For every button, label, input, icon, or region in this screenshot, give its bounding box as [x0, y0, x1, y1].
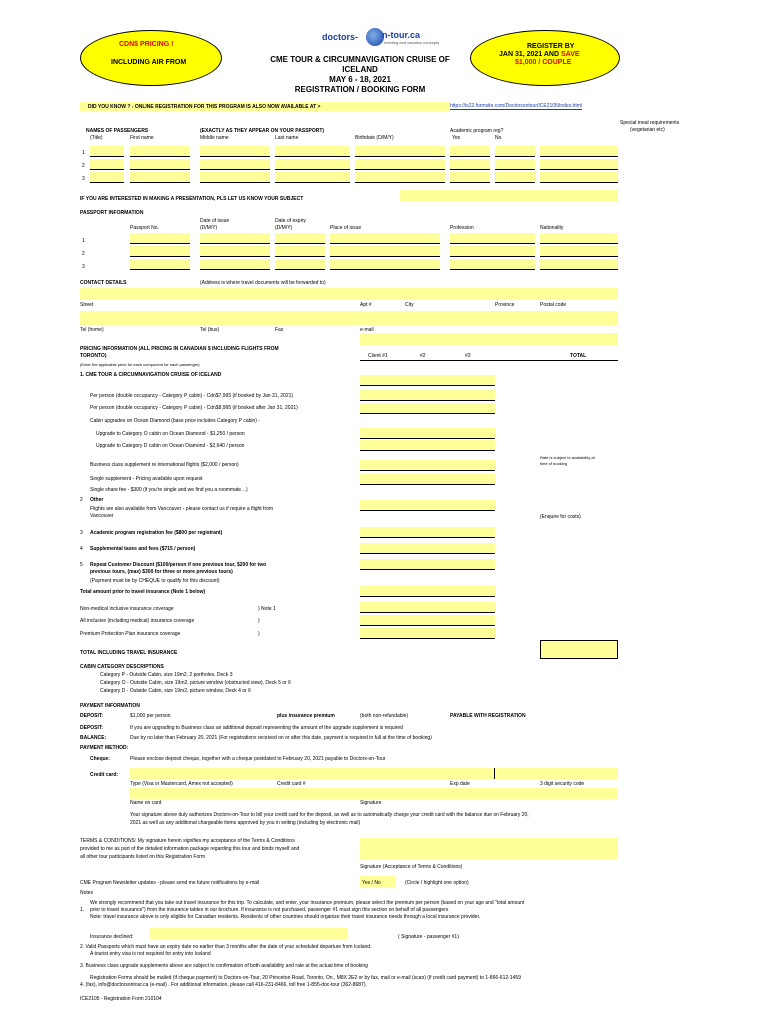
note-1a: We strongly recommend that you take out travel insurance for this trip. To calculate, and enter, your insurance premium, please select the premium per person (based on your age and "total amount — [90, 900, 525, 906]
client2-col: #2 — [420, 353, 426, 359]
card-type-label: Type (Visa or Mastercard, Amex not accepted) — [130, 781, 233, 787]
plus-insurance: plus insurance premium — [277, 713, 335, 719]
passenger-2-field-6[interactable] — [495, 159, 535, 170]
price-row-6-field-1[interactable] — [405, 474, 450, 485]
email-label: e-mail — [360, 327, 374, 333]
no-col: No — [495, 135, 502, 141]
price-row-0-field-1[interactable] — [405, 375, 450, 386]
exactly-note: (EXACTLY AS THEY APPEAR ON YOUR PASSPORT) — [200, 128, 325, 134]
authorization-1: Your signature above duly authorizes Doctors-on-Tour to bill your credit card for the deposit, as well as to automatically charge your credit card with the balance due on February 20, — [130, 812, 529, 818]
note-4a: Registration Forms should be mailed (if cheque payment) to Doctors-on-Tour, 20 Princeton Road, Toronto, On., M8X 2E2 or by fax, mail or e-mail (scan) (if credit card payment) to 1-866-612-1459 — [90, 975, 521, 981]
price-row-0-field-2[interactable] — [450, 375, 495, 386]
ins-bracket-2: ) — [258, 618, 260, 624]
passport-1-field-3[interactable] — [330, 233, 440, 244]
price-2: Per person (double occupancy - Category P cabin) - Cdn$8,995 (if booked after Jan 31, 2021) — [90, 405, 298, 411]
passenger-3-field-4[interactable] — [355, 172, 445, 183]
online-url-link[interactable]: https://is22.formsite.com/Doctorsontour/ICE2105/index.html — [450, 103, 583, 109]
ins-1: Non-medical inclusive insurance coverage — [80, 606, 174, 612]
price-row-4-field-0[interactable] — [360, 440, 405, 451]
logo — [322, 28, 440, 48]
grand-total-field[interactable] — [540, 640, 618, 659]
price-row-12-field-2[interactable] — [450, 602, 495, 613]
passport-2-field-5[interactable] — [540, 246, 618, 257]
credit-card-label: Credit card: — [90, 772, 119, 778]
passenger-3-field-6[interactable] — [495, 172, 535, 183]
payable-with-registration: PAYABLE WITH REGISTRATION — [450, 713, 526, 719]
enquire-note: (Enquire for costs) — [540, 514, 581, 520]
ins-3: Premium Protection Plan insurance coverage — [80, 631, 181, 637]
cabin-o: Category O - Outside Cabin, size 19m2, picture window (obstructed view), Deck 5 or 6 — [100, 680, 291, 686]
section-2-num: 2 — [80, 497, 83, 503]
terms-signature-field[interactable] — [360, 838, 618, 860]
passenger-1-field-4[interactable] — [355, 146, 445, 157]
price-8: Single share fee - $300 (if you're single and we find you a roommate…) — [90, 487, 248, 493]
passenger-signature-label: ( Signature - passenger #1) — [398, 934, 459, 940]
section-3: Academic program registration fee ($800 per registrant) — [90, 530, 223, 536]
price-10: Vancouver — [90, 513, 114, 519]
price-row-3-field-2[interactable] — [450, 428, 495, 439]
pax-row-1: 1 — [82, 150, 85, 156]
section-3-num: 3 — [80, 530, 83, 536]
price-row-10-field-1[interactable] — [405, 559, 450, 570]
profession-col: Profession — [450, 225, 474, 231]
title-col: (Title) — [90, 135, 103, 141]
email-field[interactable] — [360, 333, 618, 345]
price-row-1-field-2[interactable] — [450, 390, 495, 401]
terms-1: TERMS & CONDITIONS: My signature herein signifies my acceptance of the Terms & Conditions — [80, 838, 295, 844]
passenger-3-field-0[interactable] — [90, 172, 124, 183]
street-field[interactable] — [80, 288, 618, 300]
price-6: Business class supplement re international flights ($2,000 / person) — [90, 462, 239, 468]
deposit-value: $1,000 per person — [130, 713, 171, 719]
price-row-5-field-0[interactable] — [360, 460, 405, 471]
price-row-11-field-2[interactable] — [450, 586, 495, 597]
client1-col: Client #1 — [368, 353, 388, 359]
postal-label: Postal code — [540, 302, 567, 308]
cheque-value: Please enclose deposit cheque, together with a cheque postdated to February 20, 2021 payable to Doctors-on-Tour — [130, 756, 386, 762]
price-row-10-field-0[interactable] — [360, 559, 405, 570]
home-label: Tel (home) — [80, 327, 104, 333]
pp-row-2: 2 — [82, 251, 85, 257]
passengers-label: NAMES OF PASSENGERS — [86, 128, 149, 134]
notes-heading: Notes — [80, 890, 94, 896]
phone-field[interactable] — [80, 311, 618, 325]
note-3: 3. Business class upgrade supplements above are subject to confirmation of both availability and rate at the actual time of booking — [80, 963, 368, 969]
oval-pricing-text: CDN$ PRICING ! — [119, 41, 174, 48]
rates-2: time of booking — [540, 461, 568, 466]
cabin-heading: CABIN CATEGORY DESCRIPTIONS — [80, 664, 164, 670]
logo-tagline: meeting and vacation concepts — [384, 40, 440, 45]
passport-3-field-1[interactable] — [200, 259, 270, 270]
price-5: Upgrade to Category D cabin on Ocean Diamond - $2,640 / person — [96, 443, 245, 449]
price-row-8-field-0[interactable] — [360, 527, 405, 538]
price-row-14-field-0[interactable] — [360, 628, 405, 639]
ins-bracket-3: ) — [258, 631, 260, 637]
price-row-9-field-2[interactable] — [450, 543, 495, 554]
presentation-field[interactable] — [400, 190, 618, 202]
ins-2: All inclusive (including medical) insurance coverage — [80, 618, 195, 624]
pricing-heading-2: TORONTO) — [80, 353, 107, 359]
price-row-11-field-1[interactable] — [405, 586, 450, 597]
passenger-3-field-3[interactable] — [275, 172, 350, 183]
passport-label: PASSPORT INFORMATION — [80, 210, 144, 216]
issue-col-2: (D/M/Y) — [200, 225, 218, 231]
section-5b: previous tours, (max) $300 for three or more previous tours) — [90, 569, 233, 575]
security-code-label: 3 digit security code — [540, 781, 585, 787]
apt-label: Apt # — [360, 302, 372, 308]
middle-col: Middle name — [200, 135, 229, 141]
academic-col: Academic program reg? — [450, 128, 504, 134]
note-2b: A tourist entry visa is not required for entry into Iceland — [90, 951, 211, 957]
price-row-13-field-2[interactable] — [450, 615, 495, 626]
last-col: Last name — [275, 135, 299, 141]
terms-3: all other tour participants listed on this Registration Form — [80, 854, 206, 860]
ins-bracket-1: ) Note 1 — [258, 606, 276, 612]
note-1c: Note: travel insurance above is only eligible for Canadian residents. Residents of other countries should organize their travel insurance needs through a local insurance provider. — [90, 914, 481, 920]
payment-heading: PAYMENT INFORMATION — [80, 703, 140, 709]
terms-2: provided to me as part of the detailed information package regarding this tour and binds myself and — [80, 846, 300, 852]
price-row-7-field-1[interactable] — [405, 500, 450, 511]
passenger-2-field-5[interactable] — [450, 159, 490, 170]
passport-1-field-1[interactable] — [200, 233, 270, 244]
note-2: 2. Valid Passports which must have an expiry date no earlier than 3 months after the date of your scheduled departure from Iceland. — [80, 944, 372, 950]
passenger-2-field-7[interactable] — [540, 159, 618, 170]
deposit2-value: If you are upgrading to Business class an additional deposit representing the amount of the upgrade supplement is required — [130, 725, 403, 731]
street-label: Street — [80, 302, 94, 308]
price-row-7-field-2[interactable] — [450, 500, 495, 511]
non-refundable: (both non-refundable) — [360, 713, 409, 719]
city-label: City — [405, 302, 414, 308]
client3-col: #3 — [465, 353, 471, 359]
price-row-9-field-1[interactable] — [405, 543, 450, 554]
passenger-2-field-2[interactable] — [200, 159, 270, 170]
section-5c: (Payment must be by CHEQUE to qualify for this discount) — [90, 578, 220, 584]
passenger-1-field-0[interactable] — [90, 146, 124, 157]
oval-register-line1: REGISTER BY — [527, 43, 575, 50]
deposit-label: DEPOSIT: — [80, 713, 104, 719]
pricing-note: (Enter the applicable price for each component for each passenger) — [80, 362, 200, 367]
price-row-5-field-2[interactable] — [450, 460, 495, 471]
presentation-text: IF YOU ARE INTERESTED IN MAKING A PRESENTATION, PLS LET US KNOW YOUR SUBJECT — [80, 196, 304, 202]
balance-value: Due by no later than February 20, 2021 (For registrations received on or after this date, payment is required in full at the time of booking) — [130, 735, 432, 741]
price-3: Cabin upgrades on Ocean Diamond (base price includes Category P cabin) - — [90, 418, 261, 424]
pp-row-1: 1 — [82, 238, 85, 244]
section-4: Supplemental taxes and fees ($715 / person) — [90, 546, 196, 552]
passport-1-field-2[interactable] — [275, 233, 325, 244]
special-meal-1: Special meal requirements — [620, 120, 680, 126]
passport-2-field-2[interactable] — [275, 246, 325, 257]
price-row-2-field-0[interactable] — [360, 403, 405, 414]
total-insurance: TOTAL INCLUDING TRAVEL INSURANCE — [80, 650, 178, 656]
passenger-3-field-5[interactable] — [450, 172, 490, 183]
section-4-num: 4 — [80, 546, 83, 552]
passenger-1-field-3[interactable] — [275, 146, 350, 157]
price-row-12-field-1[interactable] — [405, 602, 450, 613]
price-row-1-field-1[interactable] — [405, 390, 450, 401]
page-title: CME TOUR & CIRCUMNAVIGATION CRUISE OF ICELAND MAY 6 - 18, 2021 REGISTRATION / BOOKING FORM — [270, 55, 450, 94]
name-on-card-field[interactable] — [130, 788, 618, 799]
price-row-1-field-0[interactable] — [360, 390, 405, 401]
special-meal-2: (vegetarian etc) — [630, 127, 665, 133]
footer-code: ICE2105 - Registration Form 210104 — [80, 996, 162, 1002]
price-row-7-field-0[interactable] — [360, 500, 405, 511]
birth-col: Birthdate (D/M/Y) — [355, 135, 394, 141]
price-1: Per person (double occupancy - Category P cabin) - Cdn$7,995 (if booked by Jan 31, 2021) — [90, 393, 294, 399]
price-row-9-field-0[interactable] — [360, 543, 405, 554]
note-1-number: 1. — [80, 907, 85, 913]
passport-2-field-4[interactable] — [450, 246, 535, 257]
passport-2-field-1[interactable] — [200, 246, 270, 257]
passport-3-field-2[interactable] — [275, 259, 325, 270]
price-row-8-field-1[interactable] — [405, 527, 450, 538]
card-number-label: Credit card # — [277, 781, 306, 787]
passenger-3-field-1[interactable] — [130, 172, 190, 183]
price-row-13-field-1[interactable] — [405, 615, 450, 626]
section-5a: Repeat Customer Discount ($100/person if one previous tour, $200 for two — [90, 562, 267, 568]
price-row-0-field-0[interactable] — [360, 375, 405, 386]
price-row-8-field-2[interactable] — [450, 527, 495, 538]
cheque-label: Cheque: — [90, 756, 110, 762]
newsletter-yes-no[interactable]: Yes / No — [362, 880, 381, 886]
nationality-col: Nationality — [540, 225, 564, 231]
passport-3-field-4[interactable] — [450, 259, 535, 270]
oval-register-line2: JAN 31, 2021 AND SAVE — [499, 51, 580, 58]
price-row-14-field-2[interactable] — [450, 628, 495, 639]
signature-label: Signature — [360, 800, 382, 806]
passenger-1-field-6[interactable] — [495, 146, 535, 157]
price-row-2-field-1[interactable] — [405, 403, 450, 414]
price-row-3-field-0[interactable] — [360, 428, 405, 439]
declined-signature-field[interactable] — [150, 928, 348, 940]
price-row-6-field-0[interactable] — [360, 474, 405, 485]
passport-3-field-3[interactable] — [330, 259, 440, 270]
price-row-11-field-0[interactable] — [360, 586, 405, 597]
newsletter-circle-note: (Circle / highlight one option) — [405, 880, 469, 886]
passport-1-field-0[interactable] — [130, 233, 190, 244]
total-col: TOTAL — [570, 353, 587, 359]
pp-row-3: 3 — [82, 264, 85, 270]
did-you-know-text: DID YOU KNOW ? - ONLINE REGISTRATION FOR THIS PROGRAM IS ALSO NOW AVAILABLE AT > — [88, 104, 321, 110]
pax-row-3: 3 — [82, 176, 85, 182]
rates-1: Rate is subject to availability at — [540, 455, 595, 460]
passport-3-field-0[interactable] — [130, 259, 190, 270]
province-label: Province — [495, 302, 515, 308]
passenger-1-field-2[interactable] — [200, 146, 270, 157]
cabin-p: Category P - Outside Cabin, size 19m2, 2 portholes, Deck 3 — [100, 672, 233, 678]
price-row-12-field-0[interactable] — [360, 602, 405, 613]
place-col: Place of issue — [330, 225, 362, 231]
balance-label: BALANCE: — [80, 735, 107, 741]
price-row-4-field-2[interactable] — [450, 440, 495, 451]
expiry-col-2: (D/M/Y) — [275, 225, 293, 231]
contact-label: CONTACT DETAILS — [80, 280, 127, 286]
price-row-2-field-2[interactable] — [450, 403, 495, 414]
passenger-2-field-3[interactable] — [275, 159, 350, 170]
contact-note: (Address is where travel documents will be forwarded to) — [200, 280, 326, 286]
passport-3-field-5[interactable] — [540, 259, 618, 270]
credit-card-field[interactable] — [130, 768, 618, 779]
price-7: Single supplement - Pricing available upon request — [90, 476, 203, 482]
method-label: PAYMENT METHOD: — [80, 745, 129, 751]
first-col: First name — [130, 135, 154, 141]
note-1b: prior to travel insurance") from the insurance tables in our brochure. If insurance is not purchased, passenger #1 must sign this section on behalf of all passengers — [90, 907, 449, 913]
issue-col-1: Date of issue — [200, 218, 230, 224]
insurance-declined: Insurance declined: — [90, 934, 134, 940]
price-row-5-field-1[interactable] — [405, 460, 450, 471]
price-row-3-field-1[interactable] — [405, 428, 450, 439]
price-row-14-field-1[interactable] — [405, 628, 450, 639]
passenger-2-field-4[interactable] — [355, 159, 445, 170]
price-row-10-field-2[interactable] — [450, 559, 495, 570]
pricing-heading-1: PRICING INFORMATION (ALL PRICING IN CANADIAN $ INCLUDING FLIGHTS FROM — [80, 346, 279, 352]
passport-2-field-0[interactable] — [130, 246, 190, 257]
bus-label: Tel (bus) — [200, 327, 220, 333]
exp-date-label: Exp date — [450, 781, 470, 787]
note-4b: 4. (fax), info@doctorsontour.ca (e-mail) . For additional information, please call 416-231-8466, toll free 1-855-doc-tour (362-8687). — [80, 982, 367, 988]
passport-2-field-3[interactable] — [330, 246, 440, 257]
section-2: Other — [90, 497, 104, 503]
yes-col: Yes — [452, 135, 461, 141]
price-9: Flights are also available from Vancouver - please contact us if require a flight from — [90, 506, 274, 512]
passenger-1-field-1[interactable] — [130, 146, 190, 157]
expiry-col-1: Date of expiry — [275, 218, 306, 224]
passport-no-col: Passport No. — [130, 225, 159, 231]
passport-1-field-4[interactable] — [450, 233, 535, 244]
deposit2-label: DEPOSIT: — [80, 725, 104, 731]
section-1: 1. CME TOUR & CIRCUMNAVIGATION CRUISE OF ICELAND — [80, 372, 222, 378]
passenger-2-field-0[interactable] — [90, 159, 124, 170]
passport-1-field-5[interactable] — [540, 233, 618, 244]
oval-air-text: INCLUDING AIR FROM — [111, 59, 187, 66]
oval-register-line3: $1,000 / COUPLE — [515, 59, 572, 66]
price-row-4-field-1[interactable] — [405, 440, 450, 451]
passenger-1-field-7[interactable] — [540, 146, 618, 157]
fax-label: Fax — [275, 327, 284, 333]
price-4: Upgrade to Category O cabin on Ocean Diamond - $1,250 / person — [96, 431, 245, 437]
name-on-card-label: Name on card — [130, 800, 162, 806]
authorization-2: 2021 as well as any additional chargeable items approved by you in writing (including by electronic mail) — [130, 820, 361, 826]
passenger-3-field-7[interactable] — [540, 172, 618, 183]
logo-left: doctors- — [322, 32, 358, 42]
cabin-d: Category D - Outside Cabin, size 19m2, picture window, Deck 4 or 6 — [100, 688, 251, 694]
pax-row-2: 2 — [82, 163, 85, 169]
passenger-3-field-2[interactable] — [200, 172, 270, 183]
passenger-1-field-5[interactable] — [450, 146, 490, 157]
price-row-13-field-0[interactable] — [360, 615, 405, 626]
logo-right: n-tour.ca — [382, 30, 421, 40]
total-prior: Total amount prior to travel insurance (Note 1 below) — [80, 589, 206, 595]
newsletter-text: CME Program Newsletter updates - please send me future notifications by e-mail — [80, 880, 260, 886]
price-row-6-field-2[interactable] — [450, 474, 495, 485]
passenger-2-field-1[interactable] — [130, 159, 190, 170]
section-5-num: 5 — [80, 562, 83, 568]
terms-signature-label: Signature (Acceptance of Terms & Conditions) — [360, 864, 463, 870]
